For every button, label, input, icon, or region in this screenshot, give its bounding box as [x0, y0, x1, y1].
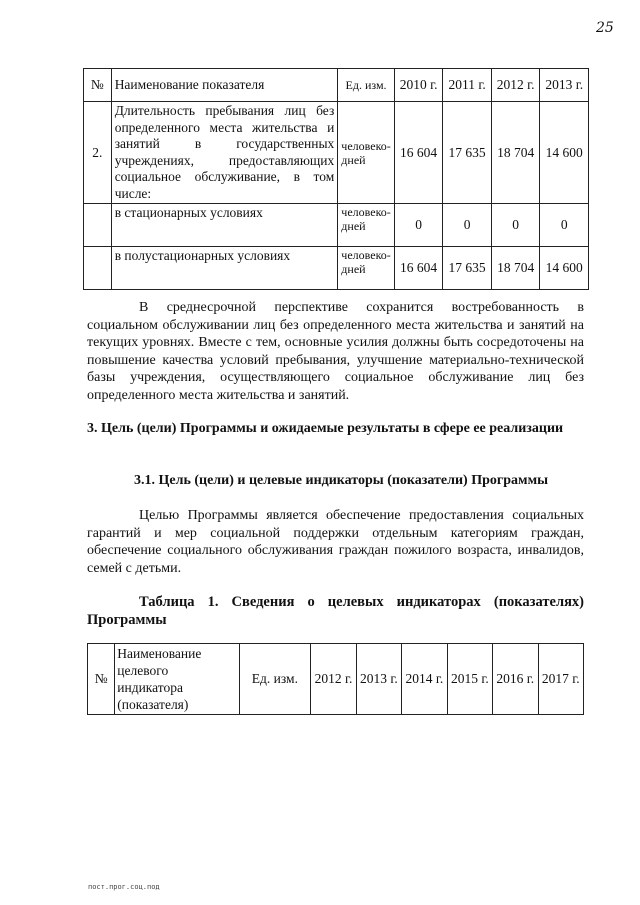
header-unit: Ед. изм. [338, 69, 395, 102]
row-num [84, 247, 112, 290]
header-num: № [88, 644, 115, 715]
row-unit: человеко-дней [338, 247, 395, 290]
row-value: 0 [491, 204, 540, 247]
row-value: 16 604 [394, 247, 443, 290]
row-unit: человеко-дней [338, 102, 395, 204]
indicator-table-continued [83, 68, 589, 290]
header-year: 2017 г. [538, 644, 584, 715]
row-value: 14 600 [540, 247, 589, 290]
header-year: 2014 г. [402, 644, 447, 715]
row-value: 17 635 [443, 247, 491, 290]
paragraph-demand: В среднесрочной перспективе сохранится востребованность в социальном обслуживании лиц без определенного места жительства и занятий на текущих уровнях. Вместе с тем, основные усилия должны быть сосредоточены на повышение качества условий пребывания, улучшение материально-технической базы учреждения, осуществляющего социальное обслуживание лиц без определенного места жительства и занятий. [87, 300, 584, 403]
row-value: 0 [394, 204, 443, 247]
row-value: 14 600 [540, 102, 589, 204]
header-name: Наименование целевого индикатора (показателя) [115, 644, 239, 715]
row-name: в стационарных условиях [111, 204, 338, 247]
row-value: 16 604 [394, 102, 443, 204]
header-year: 2011 г. [443, 69, 491, 102]
page-number: 25 [596, 20, 614, 36]
row-value: 18 704 [491, 247, 540, 290]
table-row [84, 204, 589, 247]
row-unit: человеко-дней [338, 204, 395, 247]
row-value: 17 635 [443, 102, 491, 204]
header-year: 2013 г. [540, 69, 589, 102]
section-3-heading: 3. Цель (цели) Программы и ожидаемые результаты в сфере ее реализации [87, 421, 564, 436]
row-num: 2. [84, 102, 112, 204]
table-caption: Таблица 1. Сведения о целевых индикаторах (показателях) Программы [87, 594, 584, 628]
header-num: № [84, 69, 112, 102]
header-year: 2012 г. [491, 69, 540, 102]
footer-file-name: пост.прог.соц.под [88, 883, 160, 891]
target-indicators-table [87, 643, 584, 715]
header-name: Наименование показателя [111, 69, 338, 102]
row-num [84, 204, 112, 247]
row-value: 18 704 [491, 102, 540, 204]
header-year: 2012 г. [311, 644, 356, 715]
header-year: 2015 г. [447, 644, 492, 715]
table-header-row [84, 69, 589, 102]
header-unit: Ед. изм. [239, 644, 311, 715]
row-name: в полустационарных условиях [111, 247, 338, 290]
header-year: 2016 г. [493, 644, 538, 715]
table-row [84, 102, 589, 204]
header-year: 2010 г. [394, 69, 443, 102]
table-header-row [88, 644, 584, 715]
row-name: Длительность пребывания лиц без определенного места жительства и занятий в государственных учреждениях, предоставляющих социальное обслуживание, в том числе: [111, 102, 338, 204]
row-value: 0 [540, 204, 589, 247]
table-row [84, 247, 589, 290]
section-3-1-heading: 3.1. Цель (цели) и целевые индикаторы (показатели) Программы [134, 473, 549, 488]
row-value: 0 [443, 204, 491, 247]
paragraph-goal: Целью Программы является обеспечение предоставления социальных гарантий и мер социальной поддержки отдельным категориям граждан, обеспечение социального обслуживания граждан пожилого возраста, инвалидов, семей с детьми. [87, 508, 584, 576]
header-year: 2013 г. [356, 644, 401, 715]
